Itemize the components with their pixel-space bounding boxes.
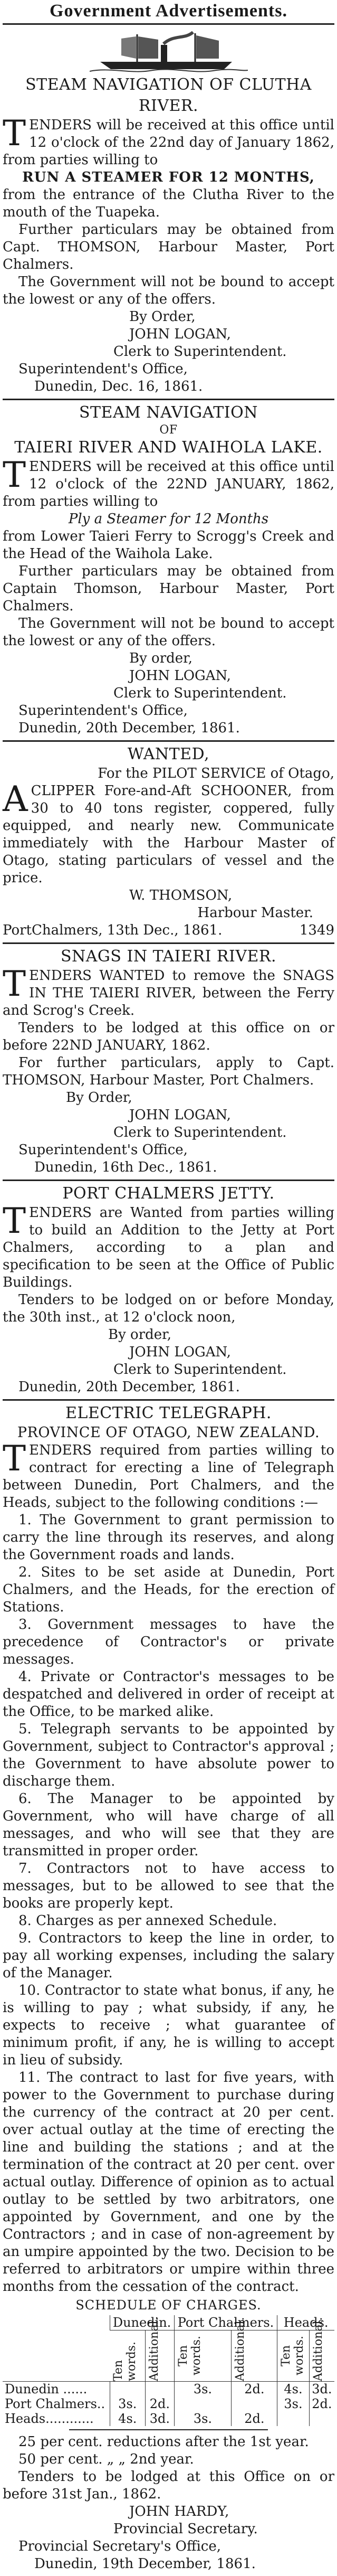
drop-cap: T (3, 1438, 26, 1479)
ad-order: By Order, (129, 309, 196, 325)
ad-port-chalmers-jetty (3, 1181, 334, 1401)
schedule-subheader: Ten words. (176, 2336, 203, 2376)
ad-office: Superintendent's Office, (18, 361, 188, 377)
drop-cap: T (3, 1201, 26, 1241)
ad-order: By order, (129, 650, 193, 666)
ad-heading: STEAM NAVIGATION (79, 403, 258, 422)
ad-signatory: JOHN LOGAN, (129, 668, 231, 684)
schedule-subheader: Additional. (234, 2317, 247, 2381)
ad-heading: SNAGS IN TAIERI RIVER. (60, 947, 277, 966)
schedule-group-header: Dunedin. (110, 2315, 174, 2330)
schedule-title: SCHEDULE OF CHARGES. (75, 2298, 262, 2313)
ad-signatory: JOHN HARDY, (129, 2504, 229, 2520)
divider (69, 2429, 268, 2430)
schedule-cell (277, 2411, 309, 2426)
schedule-group-header: Port Chalmers. (174, 2315, 277, 2330)
condition-item: 4. Private or Contractor's messages to be despatched and delivered in order of receipt at the Office, to be marked alike. (3, 1669, 334, 1720)
condition-item: 7. Contractors not to have access to messages, but to be allowed to see that the books are properly kept. (3, 1861, 334, 1911)
ad-office: Superintendent's Office, (18, 1142, 188, 1158)
ad-body: from the entrance of the Clutha River to the mouth of the Tuapeka. (3, 187, 334, 220)
ad-highlight: Ply a Steamer for 12 Months (68, 511, 269, 527)
ad-pilot-schooner (3, 742, 334, 944)
ad-office: Provincial Secretary's Office, (18, 2539, 221, 2554)
ad-date: Dunedin, 20th December, 1861. (18, 720, 240, 736)
ad-signatory-role: Provincial Secretary. (113, 2521, 258, 2537)
schedule-subheader: Additional. (148, 2317, 161, 2381)
ad-body: CLIPPER Fore-and-Aft SCHOONER, from 30 to 40 tons register, coppered, fully equipped, and nearly new. Communicate immediately with the Harbour Master of Otago, stating particulars of vessel and the price. (3, 783, 334, 886)
schedule-cell: 2d. (309, 2396, 334, 2411)
schedule-place: Dunedin ...... (5, 2382, 88, 2396)
drop-cap: T (3, 113, 26, 154)
ad-date: Dunedin, 20th December, 1861. (18, 1379, 240, 1395)
ad-date: Dunedin, 19th December, 1861. (34, 2556, 256, 2572)
ad-heading: ELECTRIC TELEGRAPH. (65, 1404, 272, 1422)
ad-body: The Government will not be bound to accept the lowest or any of the offers. (3, 616, 334, 649)
schedule-cell: 2d. (232, 2411, 277, 2426)
schedule-table (3, 2315, 334, 2426)
table-row (3, 2382, 334, 2397)
ad-body: ENDERS required from parties willing to contract for erecting a line of Telegraph between Dunedin, Port Chalmers, and the Heads, subject to the following conditions :— (3, 1442, 334, 1511)
ad-taieri-waihola (3, 400, 334, 742)
ad-date: PortChalmers, 13th Dec., 1861. (3, 922, 223, 938)
ad-signatory: JOHN LOGAN, (129, 1107, 231, 1123)
steamship-icon (90, 29, 248, 74)
table-row (3, 2411, 334, 2426)
ad-body: The Government will not be bound to accept the lowest or any of the offers. (3, 274, 334, 307)
ad-signatory: W. THOMSON, (129, 888, 233, 903)
condition-item: 6. The Manager to be appointed by Government, who will have charge of all messages, and who will see that they are transmitted in proper order. (3, 1791, 334, 1859)
page-masthead: Government Advertisements. (3, 0, 334, 25)
reduction-note: 25 per cent. reductions after the 1st year. (18, 2434, 309, 2450)
condition-item: 9. Contractors to keep the line in order, to pay all working expenses, including the salary of the Manager. (3, 1930, 334, 1981)
schedule-cell: 3s. (277, 2396, 309, 2411)
schedule-cell: 3s. (174, 2382, 232, 2397)
schedule-subheader: Ten words. (280, 2336, 306, 2376)
condition-item: 2. Sites to be set aside at Dunedin, Port Chalmers, and the Heads, for the erection of Stations. (3, 1564, 334, 1615)
ad-body: Tenders to be lodged on or before Monday, the 30th inst., at 12 o'clock noon, (3, 1292, 334, 1325)
ad-heading: STEAM NAVIGATION OF CLUTHA RIVER. (25, 76, 312, 115)
schedule-place: Heads............ (5, 2411, 94, 2426)
ad-body: Tenders to be lodged at this Office on or before 31st Jan., 1862. (3, 2469, 334, 2502)
schedule-cell (174, 2396, 232, 2411)
ad-signatory-role: Clerk to Superintendent. (113, 1125, 287, 1140)
ad-heading: TAIERI RIVER AND WAIHOLA LAKE. (14, 438, 323, 457)
ad-body: ENDERS WANTED to remove the SNAGS IN THE TAIERI RIVER, between the Ferry and Scrog's Creek. (3, 968, 334, 1018)
schedule-cell: 3d. (309, 2382, 334, 2397)
ad-snags-taieri (3, 944, 334, 1181)
condition-item: 11. The contract to last for five years, with power to the Government to purchase during the currency of the contract at 20 per cent. over actual outlay at the time of erecting the line and building the stations ; and at the termination of the contract at 20 per cent. over actual outlay. Difference of opinion as to actual outlay to be settled by two arbitrators, one appointed by Government, and one by the Contractors ; and in case of non-agreement by an umpire appointed by the two. Decision to be referred to arbitrators or umpire within three months from the cessation of the contract. (3, 2070, 334, 2295)
schedule-cell: 4s. (110, 2411, 146, 2426)
ad-heading: PORT CHALMERS JETTY. (62, 1184, 275, 1203)
ad-body: ENDERS will be received at this office until 12 o'clock of the 22nd day of January 1862, from parties willing to (3, 117, 334, 168)
ad-reference-number: 1349 (299, 922, 334, 938)
ad-body: Tenders to be lodged at this office on or before 22ND JANUARY, 1862. (3, 1020, 334, 1053)
table-row (3, 2396, 334, 2411)
ad-highlight: RUN A STEAMER FOR 12 MONTHS, (22, 169, 315, 185)
ad-subheading: PROVINCE OF OTAGO, NEW ZEALAND. (17, 1424, 320, 1441)
ad-date: Dunedin, 16th Dec., 1861. (34, 1159, 217, 1175)
ad-electric-telegraph (3, 1401, 334, 2576)
schedule-group-header: Heads. (277, 2315, 334, 2330)
schedule-subheader: Additional. (311, 2317, 325, 2381)
schedule-place: Port Chalmers.. (5, 2396, 105, 2411)
ad-signatory: JOHN LOGAN, (129, 1344, 231, 1360)
ad-date: Dunedin, Dec. 16, 1861. (34, 379, 203, 394)
schedule-cell: 2d. (146, 2396, 175, 2411)
condition-item: 3. Government messages to have the precedence of Contractor's or private messages. (3, 1617, 334, 1667)
schedule-cell (309, 2411, 334, 2426)
ad-signatory: JOHN LOGAN, (129, 326, 231, 342)
schedule-corner (3, 2315, 110, 2382)
ad-signatory-role: Harbour Master. (197, 905, 313, 921)
ad-body: Further particulars may be obtained from Capt. THOMSON, Harbour Master, Port Chalmers. (3, 222, 334, 272)
ad-heading: WANTED, (127, 745, 210, 763)
schedule-cell: 3d. (146, 2411, 175, 2426)
schedule-cell: 3s. (174, 2411, 232, 2426)
ad-subheading: For the PILOT SERVICE of Otago, (98, 766, 334, 781)
schedule-cell: 3s. (110, 2396, 146, 2411)
ad-signatory-role: Clerk to Superintendent. (113, 344, 287, 360)
ad-body: Further particulars may be obtained from Captain Thomson, Harbour Master, Port Chalmers. (3, 563, 334, 614)
ad-signatory-role: Clerk to Superintendent. (113, 1362, 287, 1377)
schedule-cell (232, 2396, 277, 2411)
ad-clutha-river (3, 25, 334, 400)
condition-item: 5. Telegraph servants to be appointed by Government, subject to Contractor's approval ; the Government to have absolute power to discharge them. (3, 1721, 334, 1789)
condition-item: 8. Charges as per annexed Schedule. (18, 1913, 277, 1929)
ad-body: ENDERS will be received at this office until 12 o'clock of the 22ND JANUARY, 1862, from parties willing to (3, 459, 334, 509)
schedule-cell: 4s. (277, 2382, 309, 2397)
ad-office: Superintendent's Office, (18, 703, 188, 719)
ad-order: By order, (108, 1327, 172, 1343)
drop-cap: T (3, 455, 26, 495)
drop-cap: A (3, 779, 28, 819)
reduction-note: 50 per cent. „ „ 2nd year. (18, 2451, 194, 2467)
schedule-cell: 2d. (232, 2382, 277, 2397)
drop-cap: T (3, 964, 26, 1004)
schedule-cell (110, 2382, 146, 2397)
ad-heading: OF (159, 423, 178, 437)
ad-order: By Order, (66, 1090, 132, 1106)
condition-item: 1. The Government to grant permission to carry the line through its reserves, and along the Government roads and lands. (3, 1512, 334, 1563)
schedule-subheader: Ten words. (112, 2342, 139, 2381)
schedule-cell (146, 2382, 175, 2397)
ad-signatory-role: Clerk to Superintendent. (113, 685, 287, 701)
ad-body: from Lower Taieri Ferry to Scrogg's Creek and the Head of the Waihola Lake. (3, 529, 334, 562)
ad-body: For further particulars, apply to Capt. THOMSON, Harbour Master, Port Chalmers. (3, 1055, 334, 1088)
condition-item: 10. Contractor to state what bonus, if any, he is willing to pay ; what subsidy, if any, he expects to receive ; what guarantee of minimum profit, if any, he is willing to accept in lieu of subsidy. (3, 1983, 334, 2068)
ad-body: ENDERS are Wanted from parties willing to build an Addition to the Jetty at Port Chalmers, according to a plan and specification to be seen at the Office of Public Buildings. (3, 1205, 334, 1290)
